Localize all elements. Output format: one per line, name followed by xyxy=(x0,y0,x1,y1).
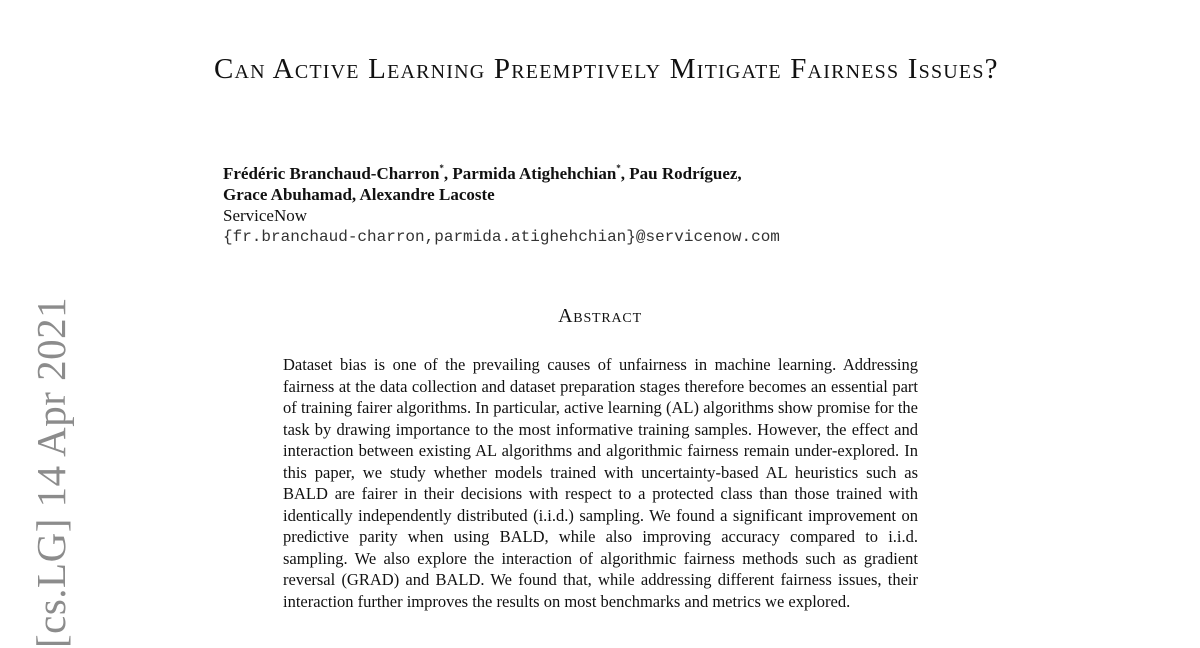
author-names-line-1: Frédéric Branchaud-Charron*, Parmida Atighehchian*, Pau Rodríguez, xyxy=(223,163,742,183)
author-3: Pau Rodríguez, xyxy=(629,164,742,183)
abstract-body: Dataset bias is one of the prevailing causes of unfairness in machine learning. Addressing fairness at the data collection and dataset preparation stages therefore becomes an essential part of training fairer algorithms. In particular, active learning (AL) algorithms show promise for the task by drawing importance to the most informative training samples. However, the effect and interaction between existing AL algorithms and algorithmic fairness remain under-explored. In this paper, we study whether models trained with uncertainty-based AL heuristics such as BALD are fairer in their decisions with respect to a protected class than those trained with identically independently distributed (i.i.d.) sampling. We found a significant improvement on predictive parity when using BALD, while also improving accuracy compared to i.i.d. sampling. We also explore the interaction of algorithmic fairness methods such as gradient reversal (GRAD) and BALD. We found that, while addressing different fairness issues, their interaction further improves the results on most benchmarks and metrics we explored. xyxy=(283,355,918,611)
author-block xyxy=(223,163,923,249)
arxiv-side-stamp: [cs.LG] 14 Apr 2021 xyxy=(28,296,74,648)
author-email: {fr.branchaud-charron,parmida.atighehchian}@servicenow.com xyxy=(223,228,780,246)
author-2: Parmida Atighehchian xyxy=(452,164,617,183)
equal-contribution-mark: * xyxy=(616,163,621,173)
author-1: Frédéric Branchaud-Charron xyxy=(223,164,440,183)
equal-contribution-mark: * xyxy=(439,163,444,173)
paper-title: Can Active Learning Preemptively Mitigate Fairness Issues? xyxy=(214,53,999,85)
abstract-heading: Abstract xyxy=(558,305,642,327)
affiliation: ServiceNow xyxy=(223,206,308,225)
author-names-line-2: Grace Abuhamad, Alexandre Lacoste xyxy=(223,185,495,204)
